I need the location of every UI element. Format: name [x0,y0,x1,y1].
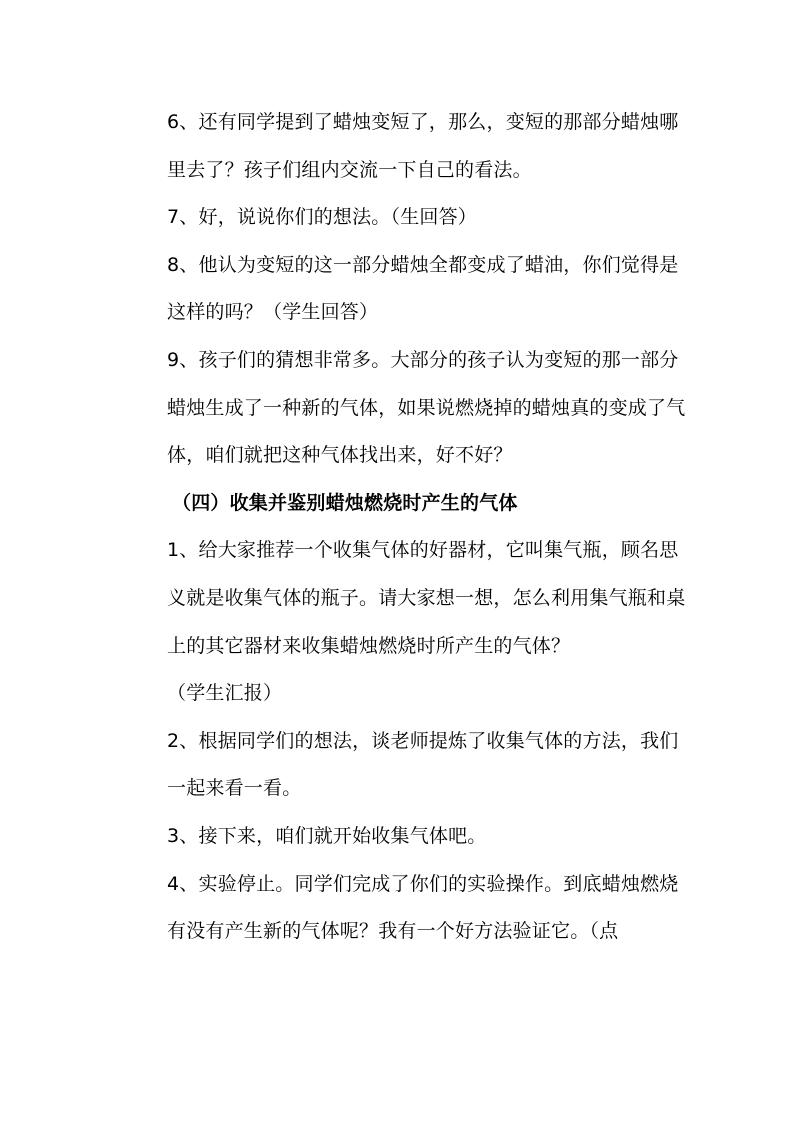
paragraph-line: 有没有产生新的气体呢？我有一个好方法验证它。（点 [167,920,619,942]
paragraph-line: 这样的吗？（学生回答） [167,301,379,323]
section-heading: （四）收集并鉴别蜡烛燃烧时产生的气体 [172,492,518,514]
paragraph-line: 里去了？孩子们组内交流一下自己的看法。 [167,159,532,181]
paragraph-line: （学生汇报） [167,682,283,704]
paragraph-line: 7、好，说说你们的想法。（生回答） [167,206,477,228]
paragraph-line: 义就是收集气体的瓶子。请大家想一想，怎么利用集气瓶和桌 [167,587,686,609]
paragraph-line: 体，咱们就把这种气体找出来，好不好？ [167,444,513,466]
paragraph-line: 上的其它器材来收集蜡烛燃烧时所产生的气体？ [167,635,571,657]
paragraph-line: 2、根据同学们的想法，谈老师提炼了收集气体的方法，我们 [167,730,679,752]
paragraph-line: 8、他认为变短的这一部分蜡烛全都变成了蜡油，你们觉得是 [167,254,679,276]
paragraph-line: 4、实验停止。同学们完成了你们的实验操作。到底蜡烛燃烧 [167,873,679,895]
paragraph-line: 蜡烛生成了一种新的气体，如果说燃烧掉的蜡烛真的变成了气 [167,397,686,419]
paragraph-line: 9、孩子们的猜想非常多。大部分的孩子认为变短的那一部分 [167,349,679,371]
paragraph-line: 一起来看一看。 [167,777,302,799]
paragraph-line: 6、还有同学提到了蜡烛变短了，那么，变短的那部分蜡烛哪 [167,111,679,133]
paragraph-line: 3、接下来，咱们就开始收集气体吧。 [167,825,487,847]
paragraph-line: 1、给大家推荐一个收集气体的好器材，它叫集气瓶，顾名思 [167,539,679,561]
